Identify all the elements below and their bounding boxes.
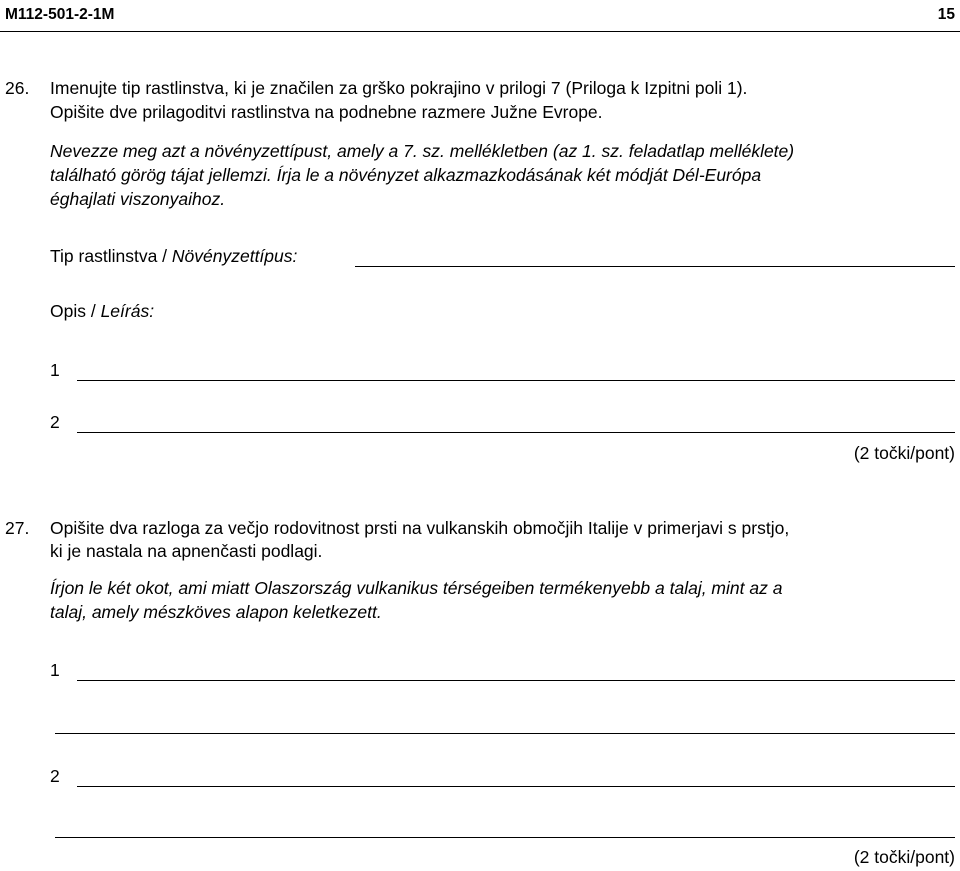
q26-answer-1-number: 1 — [50, 360, 60, 380]
q26-points: (2 točki/pont) — [853, 443, 955, 463]
description-label — [50, 299, 154, 323]
q27-answer-2-line[interactable] — [77, 786, 955, 787]
vegetation-type-label-hu: Növényzettípus: — [171, 246, 298, 266]
question-27-hungarian-line-2: talaj, amely mészköves alapon keletkezett. — [50, 602, 382, 622]
q27-answer-2-continuation-line[interactable] — [55, 837, 955, 838]
vegetation-type-label-sl: Tip rastlinstva / — [50, 246, 172, 266]
q26-answer-2-line[interactable] — [77, 432, 955, 433]
vegetation-type-label — [50, 244, 297, 268]
question-26-slovene-line-2: Opišite dve prilagoditvi rastlinstva na podnebne razmere Južne Evrope. — [50, 102, 603, 122]
question-26-slovene-line-1: Imenujte tip rastlinstva, ki je značilen za grško pokrajino v prilogi 7 (Priloga k Izpitni poli 1). — [50, 78, 748, 98]
vegetation-type-answer-line[interactable] — [355, 266, 955, 267]
question-27-slovene-line-2: ki je nastala na apnenčasti podlagi. — [50, 541, 323, 561]
question-27-slovene-line-1: Opišite dva razloga za večjo rodovitnost prsti na vulkanskih območjih Italije v primerjavi s prstjo, — [50, 518, 790, 538]
question-26-hungarian-line-3: éghajlati viszonyaihoz. — [50, 189, 226, 209]
question-26-number: 26. — [5, 78, 30, 98]
header-divider — [0, 31, 960, 32]
question-26-hungarian-line-2: található görög tájat jellemzi. Írja le a növényzet alkazmazkodásának két módját Dél-Európa — [50, 165, 762, 185]
q27-answer-1-line[interactable] — [77, 680, 955, 681]
description-label-sl: Opis / — [50, 301, 101, 321]
q26-answer-1-line[interactable] — [77, 380, 955, 381]
question-26-hungarian-line-1: Nevezze meg azt a növényzettípust, amely a 7. sz. mellékletben (az 1. sz. feladatlap melléklete) — [50, 141, 795, 161]
q26-answer-2-number: 2 — [50, 412, 60, 432]
description-label-hu: Leírás: — [100, 301, 155, 321]
page-number: 15 — [937, 6, 955, 23]
exam-code: M112-501-2-1M — [5, 6, 115, 23]
q27-answer-2-number: 2 — [50, 766, 60, 786]
question-27-hungarian-line-1: Írjon le két okot, ami miatt Olaszország vulkanikus térségeiben termékenyebb a talaj, mint az a — [50, 578, 783, 598]
q27-answer-1-number: 1 — [50, 660, 60, 680]
q27-answer-1-continuation-line[interactable] — [55, 733, 955, 734]
q27-points: (2 točki/pont) — [853, 847, 955, 867]
question-27-number: 27. — [5, 518, 30, 538]
